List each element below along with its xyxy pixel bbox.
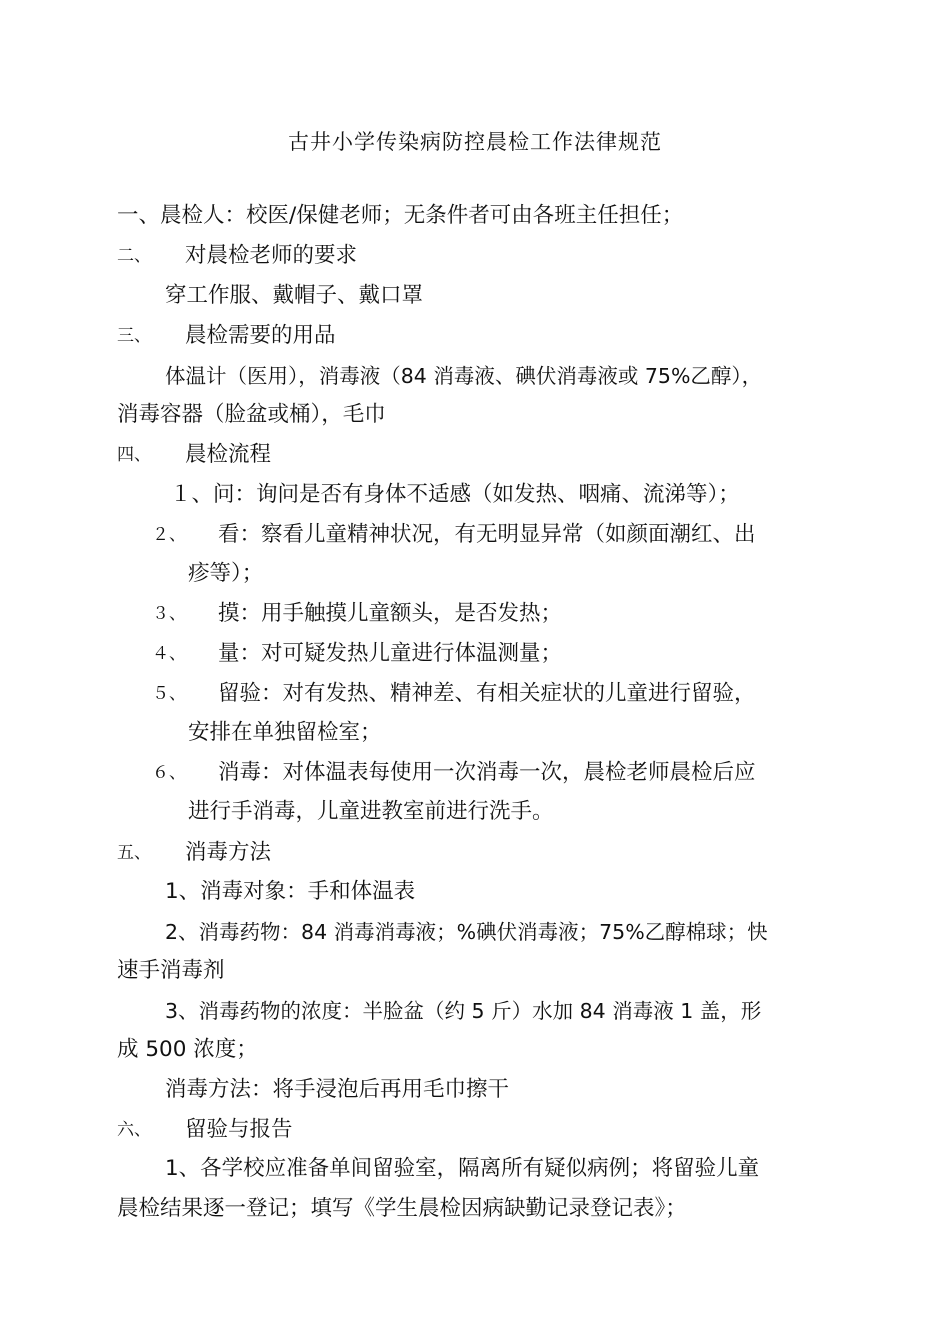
section-4-item-6-line-1: 消毒：对体温表每使用一次消毒一次，晨检老师晨检后应 — [218, 760, 756, 785]
section-5-number: 五、 — [117, 843, 151, 863]
section-5-item-3-line-2: 成 500 浓度； — [117, 1037, 258, 1062]
section-4-item-4-number: ４、 — [152, 644, 186, 664]
section-6-number: 六、 — [117, 1120, 151, 1140]
section-3-number: 三、 — [117, 326, 151, 346]
section-5-item-3-line-1: 3、消毒药物的浓度：半脸盆（约 5 斤）水加 84 消毒液 1 盖，形 — [165, 999, 762, 1023]
section-2-number: 二、 — [117, 246, 151, 266]
section-4-item-2-number: ２、 — [152, 525, 186, 545]
section-4-item-1: １、问：询问是否有身体不适感（如发热、咽痛、流涕等）； — [170, 482, 740, 507]
section-2-heading: 对晨检老师的要求 — [185, 243, 358, 268]
section-6-item-1-line-2: 晨检结果逐一登记；填写《学生晨检因病缺勤记录登记表》； — [117, 1196, 687, 1221]
section-5-method: 消毒方法：将手浸泡后再用毛巾擦干 — [165, 1077, 510, 1102]
section-5-item-1: 1、消毒对象：手和体温表 — [165, 879, 416, 904]
section-6-heading: 留验与报告 — [185, 1117, 293, 1142]
section-4-item-2-line-1: 看：察看儿童精神状况，有无明显异常（如颜面潮红、出 — [218, 522, 756, 547]
section-4-item-5-number: ５、 — [152, 684, 186, 704]
section-4-item-3-number: ３、 — [152, 604, 186, 624]
section-2-body: 穿工作服、戴帽子、戴口罩 — [165, 283, 424, 308]
section-6-item-1-line-1: 1、各学校应准备单间留验室，隔离所有疑似病例；将留验儿童 — [165, 1156, 760, 1181]
section-5-item-2-line-1: 2、消毒药物：84 消毒消毒液；%碘伏消毒液；75%乙醇棉球；快 — [165, 920, 768, 944]
section-5-heading: 消毒方法 — [185, 840, 272, 865]
section-3-body-line-1: 体温计（医用），消毒液（84 消毒液、碘伏消毒液或 75%乙醇）， — [165, 364, 763, 388]
section-3-heading: 晨检需要的用品 — [185, 323, 336, 348]
section-4-number: 四、 — [117, 445, 151, 465]
section-4-heading: 晨检流程 — [185, 442, 272, 467]
section-4-item-5-line-1: 留验：对有发热、精神差、有相关症状的儿童进行留验， — [218, 681, 756, 706]
section-1-line: 一、晨检人：校医/保健老师；无条件者可由各班主任担任； — [117, 203, 684, 228]
section-4-item-6-number: ６、 — [152, 763, 186, 783]
section-4-item-3: 摸：用手触摸儿童额头，是否发热； — [218, 601, 563, 626]
section-3-body-line-2: 消毒容器（脸盆或桶），毛巾 — [117, 402, 386, 427]
section-4-item-6-line-2: 进行手消毒，儿童进教室前进行洗手。 — [188, 799, 554, 824]
section-4-item-4: 量：对可疑发热儿童进行体温测量； — [218, 641, 563, 666]
page-title: 古井小学传染病防控晨检工作法律规范 — [288, 130, 662, 154]
section-5-item-2-line-2: 速手消毒剂 — [117, 958, 225, 983]
section-4-item-5-line-2: 安排在单独留检室； — [188, 720, 382, 745]
section-4-item-2-line-2: 疹等）； — [188, 561, 264, 586]
